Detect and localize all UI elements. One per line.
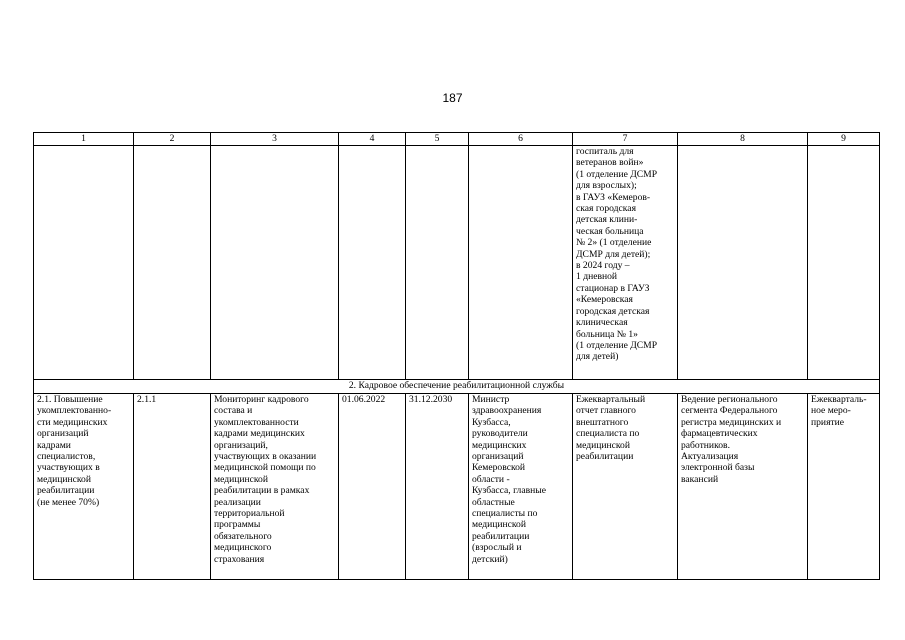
table-cell: 31.12.2030	[406, 394, 469, 580]
plan-table	[33, 132, 880, 580]
table-row	[34, 394, 880, 580]
column-header: 8	[678, 133, 808, 146]
table-cell	[339, 146, 406, 380]
table-cell: Ежекварталь- ное меро- приятие	[808, 394, 880, 580]
page-number: 187	[442, 91, 463, 105]
column-header: 1	[34, 133, 134, 146]
table-cell: Ежеквартальный отчет главного внештатного специалиста по медицинской реабилитации	[573, 394, 678, 580]
column-header: 7	[573, 133, 678, 146]
table-cell: госпиталь для ветеранов войн» (1 отделение ДСМР для взрослых); в ГАУЗ «Кемеров- ская городская детская клини- ческая больница № 2» (1 отделение ДСМР для детей); в 2024 году – 1 дневной стационар в ГАУЗ «Кемеровская городская детская клиническая больница № 1» (1 отделение ДСМР для детей)	[573, 146, 678, 380]
table-cell	[211, 146, 339, 380]
table-cell	[469, 146, 573, 380]
column-number-row	[34, 133, 880, 146]
table-cell	[808, 146, 880, 380]
table-cell	[406, 146, 469, 380]
table-cell	[134, 146, 211, 380]
column-header: 5	[406, 133, 469, 146]
table-cell: Ведение регионального сегмента Федерального регистра медицинских и фармацевтических работников. Актуализация электронной базы вакансий	[678, 394, 808, 580]
table-cell: Мониторинг кадрового состава и укомплектованности кадрами медицинских организаций, участвующих в оказании медицинской помощи по медицинской реабилитации в рамках реализации территориальной программы обязательного медицинского страхования	[211, 394, 339, 580]
table-cell: 2.1.1	[134, 394, 211, 580]
column-header: 9	[808, 133, 880, 146]
column-header: 3	[211, 133, 339, 146]
section-title: 2. Кадровое обеспечение реабилитационной службы	[34, 380, 880, 394]
column-header: 2	[134, 133, 211, 146]
column-header: 6	[469, 133, 573, 146]
table-cell	[678, 146, 808, 380]
section-row	[34, 380, 880, 394]
column-header: 4	[339, 133, 406, 146]
table-cell: Министр здравоохранения Кузбасса, руководители медицинских организаций Кемеровской области - Кузбасса, главные областные специалисты по медицинской реабилитации (взрослый и детский)	[469, 394, 573, 580]
continuation-row	[34, 146, 880, 380]
table-cell: 01.06.2022	[339, 394, 406, 580]
table-cell: 2.1. Повышение укомплектованно- сти медицинских организаций кадрами специалистов, участвующих в медицинской реабилитации (не менее 70%)	[34, 394, 134, 580]
table-cell	[34, 146, 134, 380]
